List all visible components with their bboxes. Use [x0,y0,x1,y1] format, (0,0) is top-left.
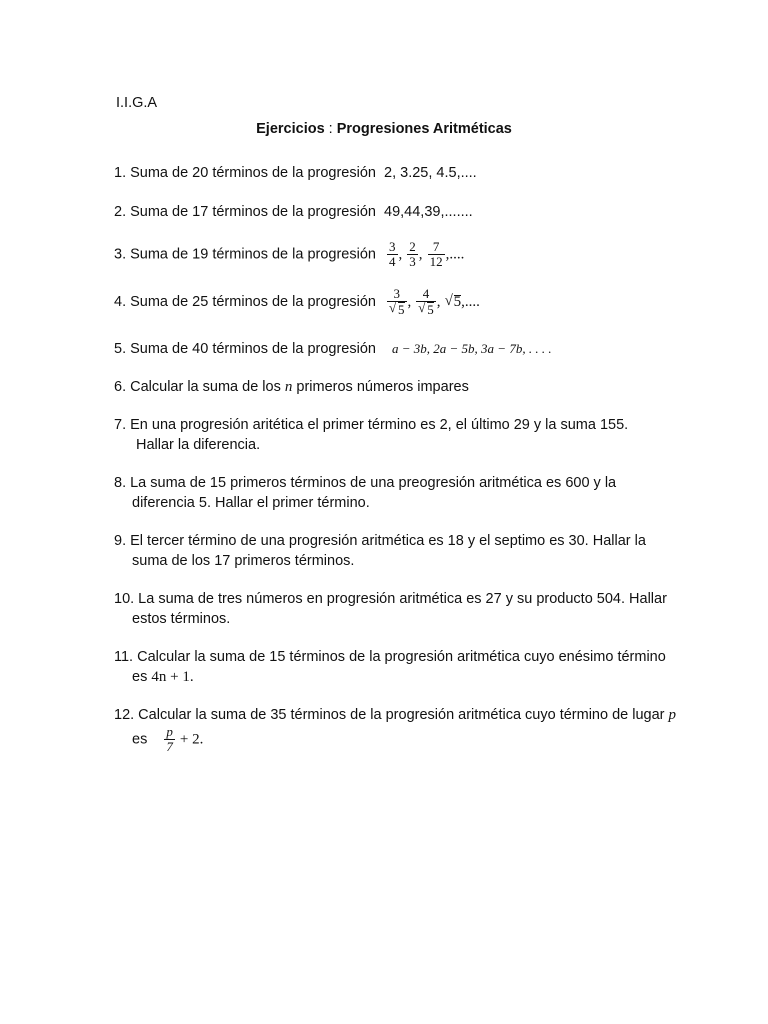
title-ejercicios: Ejercicios [256,121,325,137]
exercise-6-text-pre: 6. Calcular la suma de los [114,379,281,395]
exercise-3-ellipsis: ,.... [445,246,465,263]
exercise-10-line-2: estos términos. [132,611,231,627]
exercise-5-expression: a − 3b, 2a − 5b, 3a − 7b, . . . . [392,341,552,356]
exercise-12 [114,705,728,754]
exercise-5-text: 5. Suma de 40 términos de la progresión [114,341,376,357]
exercise-6-variable: n [284,379,293,395]
exercise-3-text: 3. Suma de 19 términos de la progresión [114,246,376,263]
fraction-4-sqrt5: 4 √ 5 [416,287,436,317]
exercise-4-text: 4. Suma de 25 términos de la progresión [114,293,376,310]
exercise-12-tail: + 2. [179,731,204,748]
fraction-7-12: $\frac{7}{12}$ [429,239,443,269]
sqrt-5-term: √ 5 [445,292,462,312]
exercise-6-text-post: primeros números impares [296,379,469,395]
exercise-11 [114,647,698,687]
exercise-9-line-2: suma de los 17 primeros términos. [132,553,355,569]
exercise-5 [114,339,698,359]
exercise-4-ellipsis: ,.... [461,293,480,310]
exercise-12-variable: p [668,707,677,723]
institution-header: I.I.G.A [116,95,158,111]
exercise-9-line-1: 9. El tercer término de una progresión aritmética es 18 y el septimo es 30. Hallar la [114,533,646,549]
fraction-2-3: $\frac{2}{3}$ [409,239,416,269]
exercise-1-text: 1. Suma de 20 términos de la progresión 2, 3.25, 4.5,.... [114,165,477,181]
exercise-10-line-1: 10. La suma de tres números en progresión aritmética es 27 y su producto 504. Hallar [114,591,667,607]
exercise-6 [114,377,698,397]
fraction-p-7: $\frac{p}{7}$ [166,724,173,754]
fraction-3-sqrt5: 3 √ 5 [387,287,407,317]
exercise-11-line-1: 11. Calcular la suma de 15 términos de la progresión aritmética cuyo enésimo término [114,649,666,665]
exercise-11-expression: 4n + 1. [151,669,194,685]
page-title [0,121,768,137]
exercise-7-line-1: 7. En una progresión aritética el primer término es 2, el último 29 y la suma 155. [114,417,629,433]
exercise-2 [114,202,698,222]
fraction-3-4: $\frac{3}{4}$ [389,239,396,269]
exercise-9 [114,531,698,571]
exercise-8-line-2: diferencia 5. Hallar el primer término. [132,495,370,511]
title-separator: : [324,121,337,137]
exercise-4: 4. Suma de 25 términos de la progresión 3 √ 5 , 4 √ 5 , √ 5,.... [114,287,698,317]
exercise-2-text: 2. Suma de 17 términos de la progresión 49,44,39,....... [114,204,473,220]
exercise-8-line-1: 8. La suma de 15 primeros términos de una preogresión aritmética es 600 y la [114,475,617,491]
exercise-12-line-2: es $\frac{p}{7}$ + 2. [132,724,204,754]
exercise-8 [114,473,698,513]
title-topic: Progresiones Aritméticas [336,121,512,137]
exercise-7 [114,415,698,455]
exercise-7-line-2: Hallar la diferencia. [136,437,261,453]
exercise-3: 3. Suma de 19 términos de la progresión $\frac{3}{4}$ , $\frac{2}{3}$ , $\frac{7}{12}$ ,.... [114,239,465,269]
exercise-10 [114,589,698,629]
exercise-11-line-2: es 4n + 1. [132,669,194,685]
exercise-1 [114,163,698,183]
exercise-12-line-1: 12. Calcular la suma de 35 términos de la progresión aritmética cuyo término de lugar p [114,707,677,723]
